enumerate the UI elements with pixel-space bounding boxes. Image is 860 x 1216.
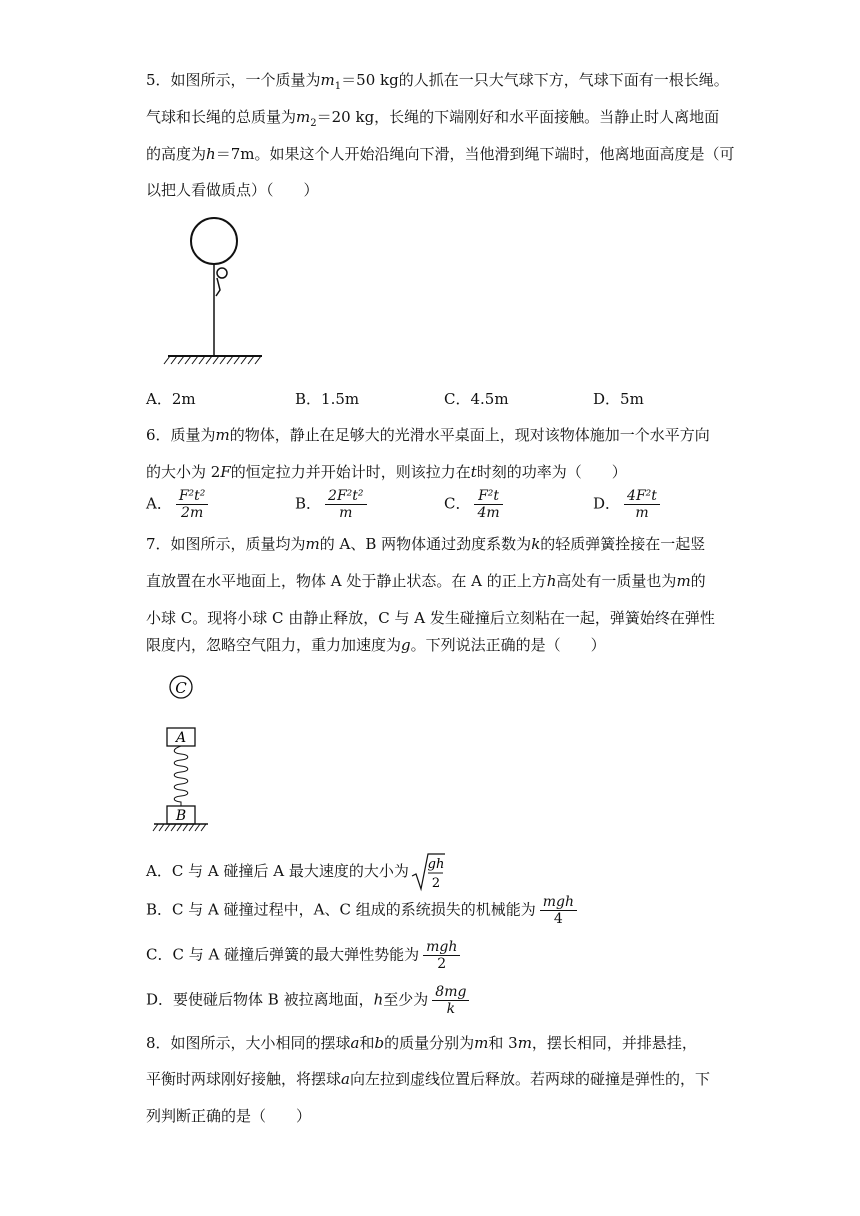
svg-text:gh: gh xyxy=(427,857,445,872)
block-a-label: A xyxy=(175,730,187,746)
q7-option-d[interactable]: D．要使碰后物体 B 被拉离地面，h至少为 $\frac{8mg}{k}$ xyxy=(146,984,469,1017)
q5-line-2: 气球和长绳的总质量为$m_2=20$ kg，长绳的下端刚好和水平面接触。当静止时人离地面 xyxy=(146,108,720,129)
q7-line-4: 限度内，忽略空气阻力，重力加速度为g。下列说法正确的是（ ） xyxy=(146,636,606,654)
q5-line-4: 以把人看做质点）（ ） xyxy=(146,181,319,199)
q8-line-3: 列判断正确的是（ ） xyxy=(146,1107,312,1125)
block-b-label: B xyxy=(175,808,187,824)
q7-option-c[interactable]: C．C 与 A 碰撞后弹簧的最大弹性势能为 $\frac{\text{mgh}}{2}$ xyxy=(146,939,460,972)
q7-line-3: 小球 C。现将小球 C 由静止释放，C 与 A 发生碰撞后立刻粘在一起，弹簧始终在弹性 xyxy=(146,609,715,627)
q7-option-b[interactable]: B．C 与 A 碰撞过程中，A、C 组成的系统损失的机械能为 $\frac{\text{mgh}}{4}$ xyxy=(146,894,577,927)
ball-c-label: C xyxy=(175,679,187,697)
q7-line-1: 7．如图所示，质量均为m的 A、B 两物体通过劲度系数为k的轻质弹簧拴接在一起竖 xyxy=(146,535,706,553)
q5-option-a[interactable]: A．2m xyxy=(146,390,196,408)
q6-option-a[interactable]: A． $\frac{\text{F²t²}}{2m}$ xyxy=(146,488,208,521)
q5-option-c[interactable]: C．4.5m xyxy=(444,390,509,408)
q7-spring-figure xyxy=(150,672,220,837)
q6-line-1: 6．质量为m的物体，静止在足够大的光滑水平桌面上，现对该物体施加一个水平方向 xyxy=(146,426,710,444)
svg-text:2: 2 xyxy=(431,876,440,891)
q6-option-c[interactable]: C． $\frac{\text{F²t}}{4m}$ xyxy=(444,488,503,521)
q6-option-d[interactable]: D． $\frac{\text{4F²t}}{m}$ xyxy=(593,488,660,521)
q5-option-b[interactable]: B．1.5m xyxy=(295,390,360,408)
q7-line-2: 直放置在水平地面上，物体 A 处于静止状态。在 A 的正上方h高处有一质量也为m的 xyxy=(146,572,706,590)
q5-option-d[interactable]: D．5m xyxy=(593,390,644,408)
q7-option-a[interactable]: A．C 与 A 碰撞后 A 最大速度的大小为 gh 2 xyxy=(146,852,445,892)
q5-balloon-figure xyxy=(160,210,270,370)
q8-line-1: 8．如图所示，大小相同的摆球a和b的质量分别为m和 3m，摆长相同，并排悬挂， xyxy=(146,1034,697,1052)
q5-line-3: 的高度为h＝7m。如果这个人开始沿绳向下滑，当他滑到绳下端时，他离地面高度是（可 xyxy=(146,145,735,163)
q6-line-2: 的大小为 2F的恒定拉力并开始计时，则该拉力在t时刻的功率为（ ） xyxy=(146,463,627,481)
sqrt-symbol xyxy=(411,852,445,892)
q6-option-b[interactable]: B． $\frac{\text{2F²t²}}{m}$ xyxy=(295,488,367,521)
q5-line-1: 5．如图所示，一个质量为$m_1=50$ kg的人抓在一只大气球下方，气球下面有一根长绳。 xyxy=(146,71,729,92)
q8-line-2: 平衡时两球刚好接触，将摆球a向左拉到虚线位置后释放。若两球的碰撞是弹性的，下 xyxy=(146,1070,710,1088)
